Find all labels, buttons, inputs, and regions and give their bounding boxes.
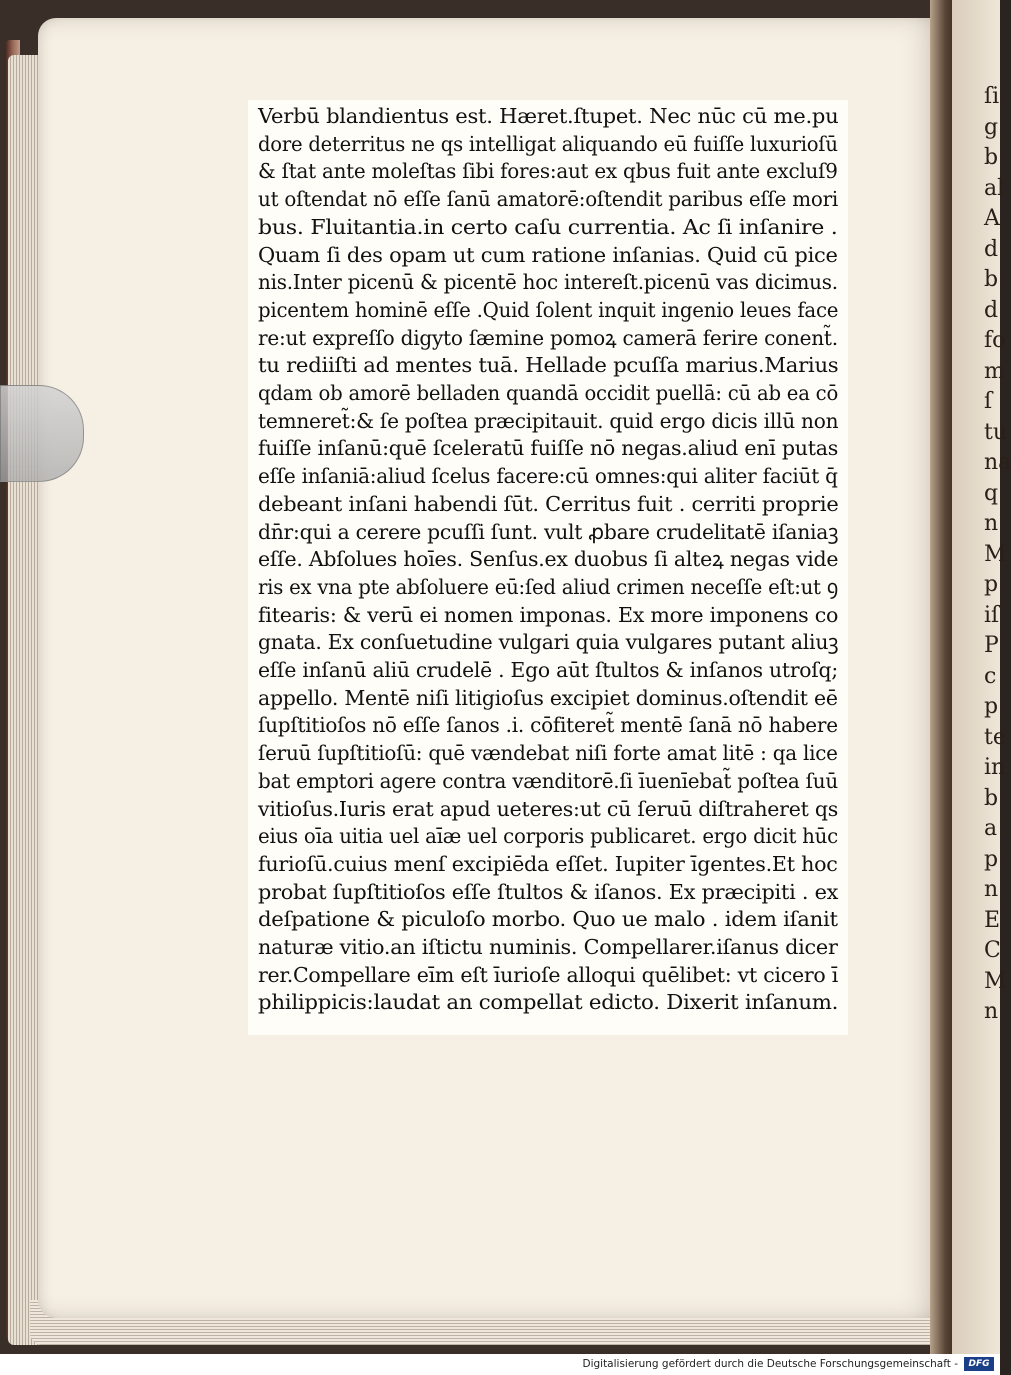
text-line: bus. Fluitantia.in certo caſu currentia. Ac ſi inſanire . [258, 214, 838, 239]
text-line: naturæ vitio.an iſtictu numinis. Compellarer.iſanus dicer [258, 935, 838, 959]
text-line: fitearis: & verū ei nomen imponas. Ex more imponens co [258, 602, 839, 627]
text-line: deſpatione & piculoſo morbo. Quo ue malo . idem iſanit [258, 907, 838, 932]
facing-page-fragment: E [984, 907, 1001, 933]
facing-page-fragment: al [984, 175, 1005, 201]
text-line: nis.Inter picenū & picentē hoc intereſt.picenū vas dicimus. [258, 270, 838, 295]
facing-page-fragment: d [984, 236, 999, 262]
facing-page-fragment: q [984, 480, 999, 506]
text-line: ut oſtendat nō eſſe ſanū amatorē:oſtendit paribus eſſe mori [258, 187, 838, 212]
facing-page-fragment: b [984, 267, 999, 292]
dfg-logo: DFG [964, 1357, 994, 1371]
text-line: eſſe inſanū aliū crudelē . Ego aūt ſtultos & inſanos utroſq; [258, 658, 838, 682]
facing-page-fragment: ſ [984, 389, 993, 414]
text-line: re:ut expreſſo digyto ſæmine pomoꝝ camerā ferire conent̃. [258, 325, 838, 350]
text-line: picentem hominē eſſe .Quid ſolent inquit ingenio leues face [258, 297, 839, 322]
facing-page-fragment: na [984, 450, 1011, 475]
funding-notice: Digitalisierung gefördert durch die Deutsche Forschungsgemeinschaft - [582, 1358, 958, 1370]
text-line: rer.Compellare eīm eſt īurioſe alloqui quēlibet: vt cicero ī [258, 962, 839, 987]
text-line: & ſtat ante moleſtas ſibi fores:aut ex qbus fuit ante excluſ9 [258, 159, 838, 184]
text-line: qdam ob amorē belladen quandā occidit puellā: cū ab ea cō [258, 381, 839, 405]
facing-page-fragment: in [984, 755, 1006, 780]
facing-page-fragment: b [984, 785, 999, 811]
text-line: Quam ſi des opam ut cum ratione inſanias. Quid cū pice [258, 242, 838, 267]
text-line: Verbū blandientus est. Hæret.ſtupet. Nec nūc cū me.pu [258, 104, 839, 128]
facing-page-fragment: m [984, 358, 1005, 384]
facing-page-fragment: c [984, 663, 997, 689]
facing-page-fragment: tu [984, 419, 1008, 445]
text-line: ris ex vna pte abſoluere eū:ſed aliud crimen neceſſe eſt:ut ꝯ [258, 574, 839, 599]
text-line: eius oīa uitia uel aīæ uel corporis publicaret. ergo dicit hūc [258, 824, 838, 849]
facing-page-fragment: M [984, 541, 1007, 567]
text-line: fuiſſe inſanū:quē ſceleratū fuiſſe nō negas.aliud enī putas [258, 436, 838, 461]
facing-page-fragment: te [984, 724, 1006, 750]
text-line: ſeruū ſupſtitioſū: quē vændebat niſi forte amat litē : qa lice [258, 741, 838, 766]
text-line: eſſe. Abſolues hoīes. Senſus.ex duobus ſi alteꝝ negas vide [258, 547, 839, 572]
facing-page-fragment: iſ [984, 602, 1000, 628]
text-line: probat ſupſtitioſos eſſe ſtultos & iſanos. Ex præcipiti . ex [258, 879, 839, 904]
facing-page-fragment: fo [984, 328, 1006, 353]
text-line: debeant inſani habendi ſūt. Cerritus fuit . cerriti proprie [258, 491, 839, 516]
footer-bar [0, 1354, 1000, 1375]
facing-page-fragment: C [984, 938, 1001, 963]
facing-page-fragment: P [984, 633, 999, 658]
facing-page-fragment: n [984, 511, 999, 536]
facing-page-strip [952, 0, 1011, 1354]
text-line: eſſe inſaniā:aliud ſcelus facere:cū omnes:qui aliter faciūt q̄ [258, 464, 838, 489]
text-line: ſupſtitioſos nō eſſe ſanos .i. cōfiteret̃ mentē ſanā nō habere [258, 713, 838, 738]
facing-page-fragment: g [984, 114, 999, 140]
facing-page-fragment: p [984, 694, 999, 719]
facing-page-fragment: ſi [984, 84, 1000, 109]
text-line: dore deterritus ne qs intelligat aliquando eū fuiſſe luxurioſū [258, 131, 838, 156]
facing-page-fragment: A [984, 206, 1000, 231]
facing-page-fragment: a [984, 816, 998, 841]
text-line: temneret̃:& ſe poſtea præcipitauit. quid ergo dicis illū non [258, 408, 839, 433]
facing-page-fragment: M [984, 968, 1007, 994]
text-line: bat emptori agere contra vænditorē.ſi īuenīebat̃ poſtea ſuū [258, 768, 838, 793]
text-line: appello. Mentē niſi litigioſus excipiet dominus.oſtendit eē [258, 685, 838, 710]
facing-page-fragment: p [984, 846, 999, 872]
text-line: furioſū.cuius menſ excipiēda eſſet. Iupiter īgentes.Et hoc [258, 851, 838, 876]
page-clip [0, 385, 84, 482]
facing-page-fragment: p [984, 572, 999, 597]
text-line: vitioſus.Iuris erat apud ueteres:ut cū ſeruū diſtraheret qs [258, 796, 838, 821]
facing-page-fragment: n [984, 877, 999, 902]
facing-page-fragment: b [984, 145, 999, 170]
text-line: philippicis:laudat an compellat edicto. Dixerit inſanum. [258, 990, 839, 1015]
text-line: tu rediiſti ad mentes tuā. Hellade pcuſſa marius.Marius [258, 353, 839, 378]
facing-page-fragment: d [984, 297, 999, 323]
text-line: dn̄r:qui a cerere pcuſſi ſunt. vult ꝓbare crudelitatē iſaniaꝫ [258, 519, 839, 544]
text-line: gnata. Ex conſuetudine vulgari quia vulgares putant aliuꝫ [258, 630, 839, 655]
facing-page-fragment: n [984, 999, 999, 1024]
